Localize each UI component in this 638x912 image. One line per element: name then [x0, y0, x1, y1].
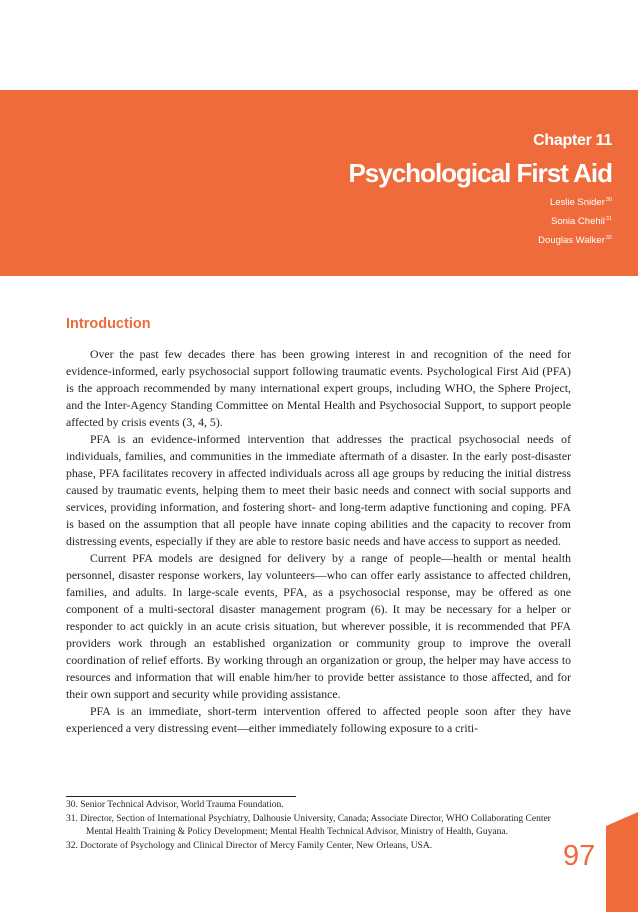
author-name: Sonia Chehil [551, 216, 605, 227]
footnotes [66, 799, 566, 853]
author-line [538, 211, 612, 230]
body-text [66, 346, 571, 737]
author-name: Douglas Walker [538, 235, 605, 246]
paragraph: Over the past few decades there has been growing interest in and recognition of the need for evidence-informed, early psychosocial support following traumatic events. Psychological First Aid (PFA) is the approach recommended by many international expert groups, including WHO, the Sphere Project, and the Inter-Agency Standing Committee on Mental Health and Psychosocial Support, to support people affected by crisis events (3, 4, 5). [66, 347, 571, 429]
author-list [538, 192, 612, 249]
footnote: 31. Director, Section of International Psychiatry, Dalhousie University, Canada; Associate Director, WHO Collaborating Center Mental Health Training & Policy Development; Mental Health Technical Advisor, Ministry of Health, Guyana. [66, 813, 551, 837]
paragraph: PFA is an evidence-informed intervention that addresses the practical psychosocial needs of individuals, families, and communities in the immediate aftermath of a disaster. In the early post-disaster phase, PFA facilitates recovery in affected individuals across all age groups by reducing the initial distress caused by traumatic events, helping them to meet their basic needs and connect with social supports and services, providing information, and fostering short- and long-term adaptive functioning and coping. PFA is based on the assumption that all people have innate coping abilities and the capacity to recover from distressing events, especially if they are able to restore basic needs and have access to support as needed. [66, 432, 571, 548]
paragraph: PFA is an immediate, short-term intervention offered to affected people soon after they have experienced a very distressing event—either immediately following exposure to a criti- [66, 704, 571, 735]
footnote: 30. Senior Technical Advisor, World Trauma Foundation. [66, 800, 284, 810]
footnote: 32. Doctorate of Psychology and Clinical Director of Mercy Family Center, New Orleans, USA. [66, 840, 433, 851]
author-name: Leslie Snider [549, 197, 605, 208]
page-corner-decoration [606, 812, 638, 912]
author-line [538, 192, 612, 211]
paragraph: Current PFA models are designed for delivery by a range of people—health or mental health personnel, disaster response workers, lay volunteers—who can offer early assistance to affected children, families, and adults. In large-scale events, PFA, as a psychosocial response, may be offered as one component of a multi-sectoral disaster management program (6). It may be necessary for a helper or responder to act quickly in an acute crisis situation, but wherever possible, it is recommended that PFA providers work through an established organization or community group to improve the overall coordination of relief efforts. By working through an organization or group, the helper may have access to resources and information that will enable him/her to provide better assistance to those affected, and for their own support and security while providing assistance. [66, 551, 571, 701]
chapter-banner [0, 90, 638, 276]
chapter-title: Psychological First Aid [348, 158, 612, 188]
author-footnote-ref: 32 [605, 235, 612, 241]
author-footnote-ref: 30 [605, 197, 612, 203]
page-number: 97 [563, 840, 596, 872]
footnote-divider [66, 796, 296, 797]
author-line [538, 230, 612, 249]
section-heading: Introduction [66, 316, 151, 332]
author-footnote-ref: 31 [605, 216, 612, 222]
chapter-label: Chapter 11 [533, 132, 612, 149]
